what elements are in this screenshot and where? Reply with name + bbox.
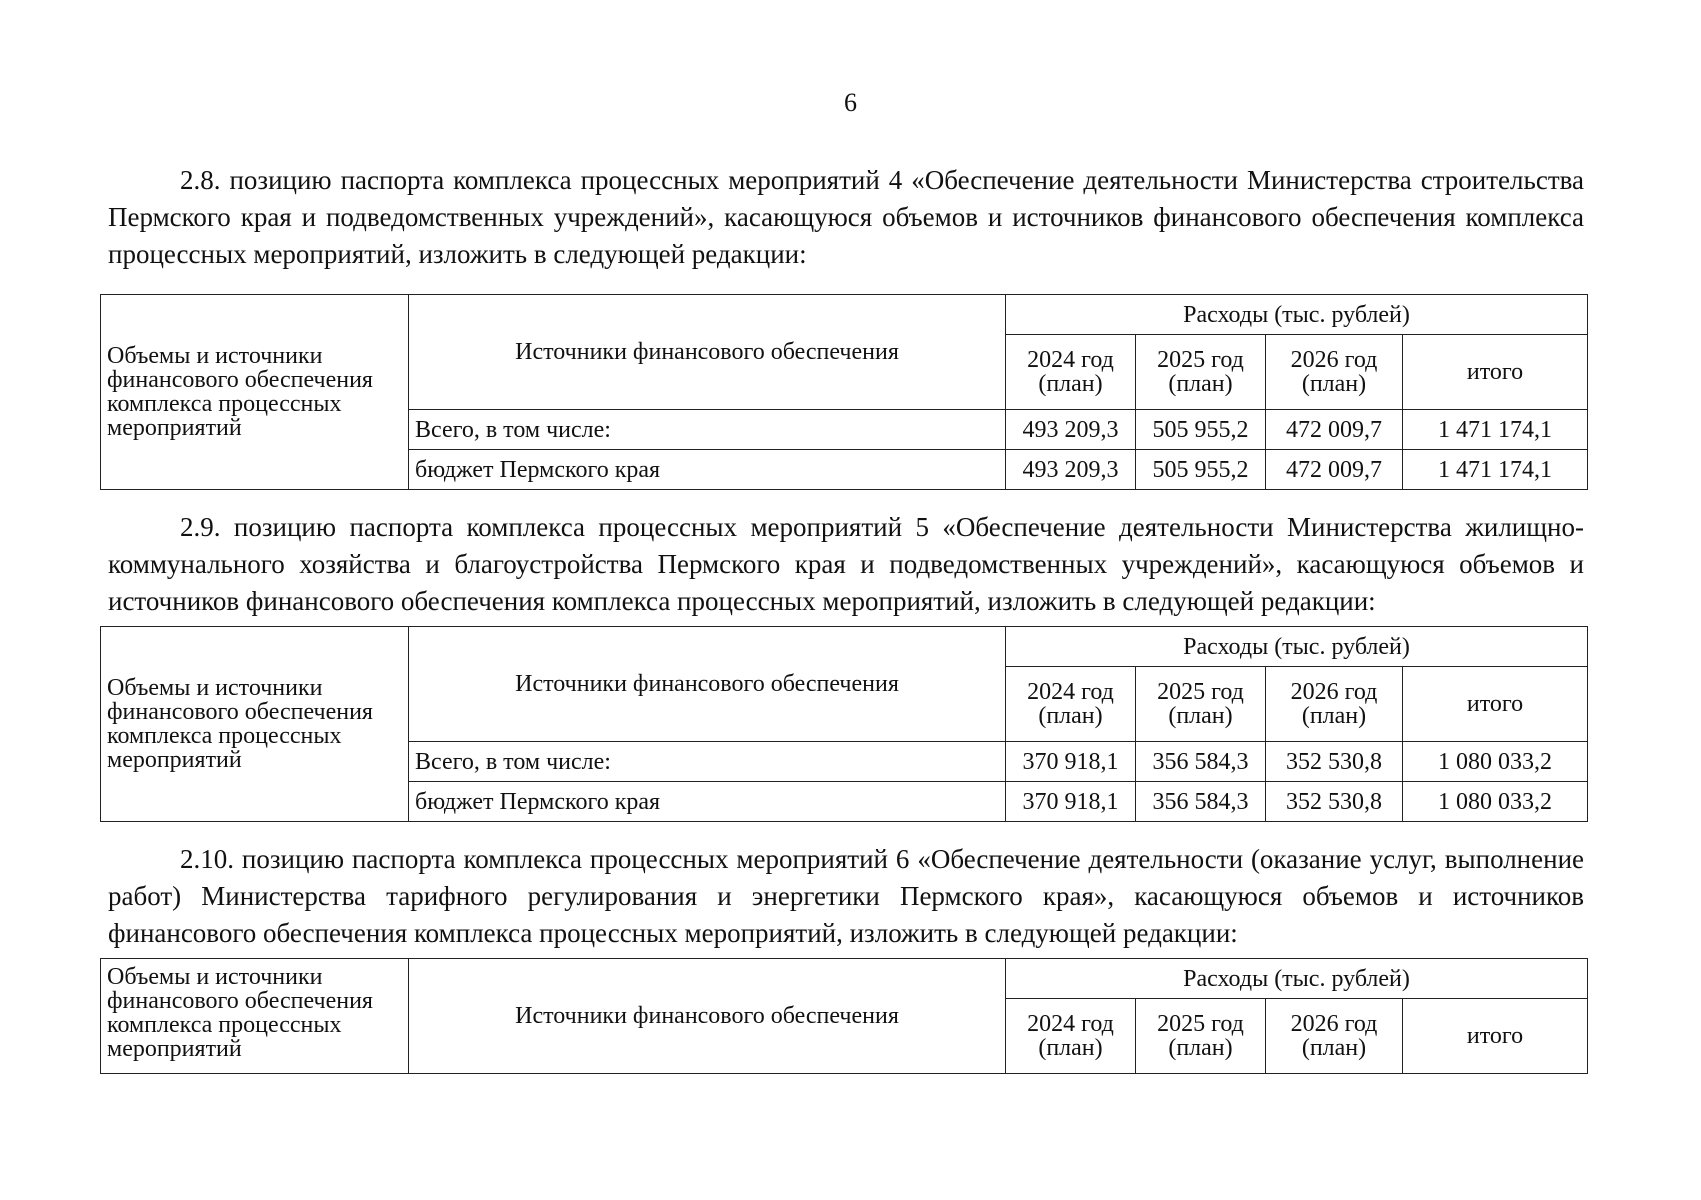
value-cell: 1 080 033,2: [1403, 782, 1588, 822]
source-cell: Всего, в том числе:: [409, 742, 1006, 782]
financing-table-2-9: [100, 626, 1588, 822]
value-cell: 493 209,3: [1006, 450, 1136, 490]
paragraph-2-8: [108, 162, 1584, 273]
year-header: 2025 год (план): [1136, 999, 1266, 1074]
year-header: 2024 год (план): [1006, 667, 1136, 742]
table-label: Объемы и источники финансового обеспечения комплекса процессных мероприятий: [101, 959, 409, 1074]
value-cell: 370 918,1: [1006, 742, 1136, 782]
year-header: 2024 год (план): [1006, 335, 1136, 410]
value-cell: 352 530,8: [1266, 742, 1403, 782]
value-cell: 1 080 033,2: [1403, 742, 1588, 782]
year-header: 2026 год (план): [1266, 999, 1403, 1074]
paragraph-text: 2.10. позицию паспорта комплекса процессных мероприятий 6 «Обеспечение деятельности (оказание услуг, выполнение работ) Министерства тарифного регулирования и энергетики Пермского края», касающуюся объемов и источников финансового обеспечения комплекса процессных мероприятий, изложить в следующей редакции:: [108, 844, 1584, 948]
value-cell: 1 471 174,1: [1403, 410, 1588, 450]
total-header: итого: [1403, 999, 1588, 1074]
expenses-header: Расходы (тыс. рублей): [1006, 627, 1588, 667]
value-cell: 356 584,3: [1136, 782, 1266, 822]
table-label: Объемы и источники финансового обеспечения комплекса процессных мероприятий: [101, 627, 409, 822]
sources-header: Источники финансового обеспечения: [409, 959, 1006, 1074]
table-label: Объемы и источники финансового обеспечения комплекса процессных мероприятий: [101, 295, 409, 490]
value-cell: 352 530,8: [1266, 782, 1403, 822]
value-cell: 472 009,7: [1266, 410, 1403, 450]
expenses-header: Расходы (тыс. рублей): [1006, 959, 1588, 999]
value-cell: 356 584,3: [1136, 742, 1266, 782]
total-header: итого: [1403, 667, 1588, 742]
year-header: 2025 год (план): [1136, 667, 1266, 742]
financing-table-2-8: [100, 294, 1588, 490]
value-cell: 1 471 174,1: [1403, 450, 1588, 490]
paragraph-2-10: [108, 841, 1584, 952]
year-header: 2024 год (план): [1006, 999, 1136, 1074]
value-cell: 493 209,3: [1006, 410, 1136, 450]
expenses-header: Расходы (тыс. рублей): [1006, 295, 1588, 335]
value-cell: 370 918,1: [1006, 782, 1136, 822]
paragraph-text: 2.9. позицию паспорта комплекса процессных мероприятий 5 «Обеспечение деятельности Министерства жилищно-коммунального хозяйства и благоустройства Пермского края и подведомственных учреждений», касающуюся объемов и источников финансового обеспечения комплекса процессных мероприятий, изложить в следующей редакции:: [108, 512, 1584, 616]
year-header: 2026 год (план): [1266, 667, 1403, 742]
sources-header: Источники финансового обеспечения: [409, 627, 1006, 742]
page-number: 6: [844, 88, 857, 117]
total-header: итого: [1403, 335, 1588, 410]
value-cell: 472 009,7: [1266, 450, 1403, 490]
financing-table-2-10: [100, 958, 1588, 1074]
source-cell: Всего, в том числе:: [409, 410, 1006, 450]
value-cell: 505 955,2: [1136, 410, 1266, 450]
source-cell: бюджет Пермского края: [409, 450, 1006, 490]
paragraph-text: 2.8. позицию паспорта комплекса процессных мероприятий 4 «Обеспечение деятельности Министерства строительства Пермского края и подведомственных учреждений», касающуюся объемов и источников финансового обеспечения комплекса процессных мероприятий, изложить в следующей редакции:: [108, 165, 1584, 269]
sources-header: Источники финансового обеспечения: [409, 295, 1006, 410]
year-header: 2025 год (план): [1136, 335, 1266, 410]
value-cell: 505 955,2: [1136, 450, 1266, 490]
source-cell: бюджет Пермского края: [409, 782, 1006, 822]
year-header: 2026 год (план): [1266, 335, 1403, 410]
paragraph-2-9: [108, 509, 1584, 620]
